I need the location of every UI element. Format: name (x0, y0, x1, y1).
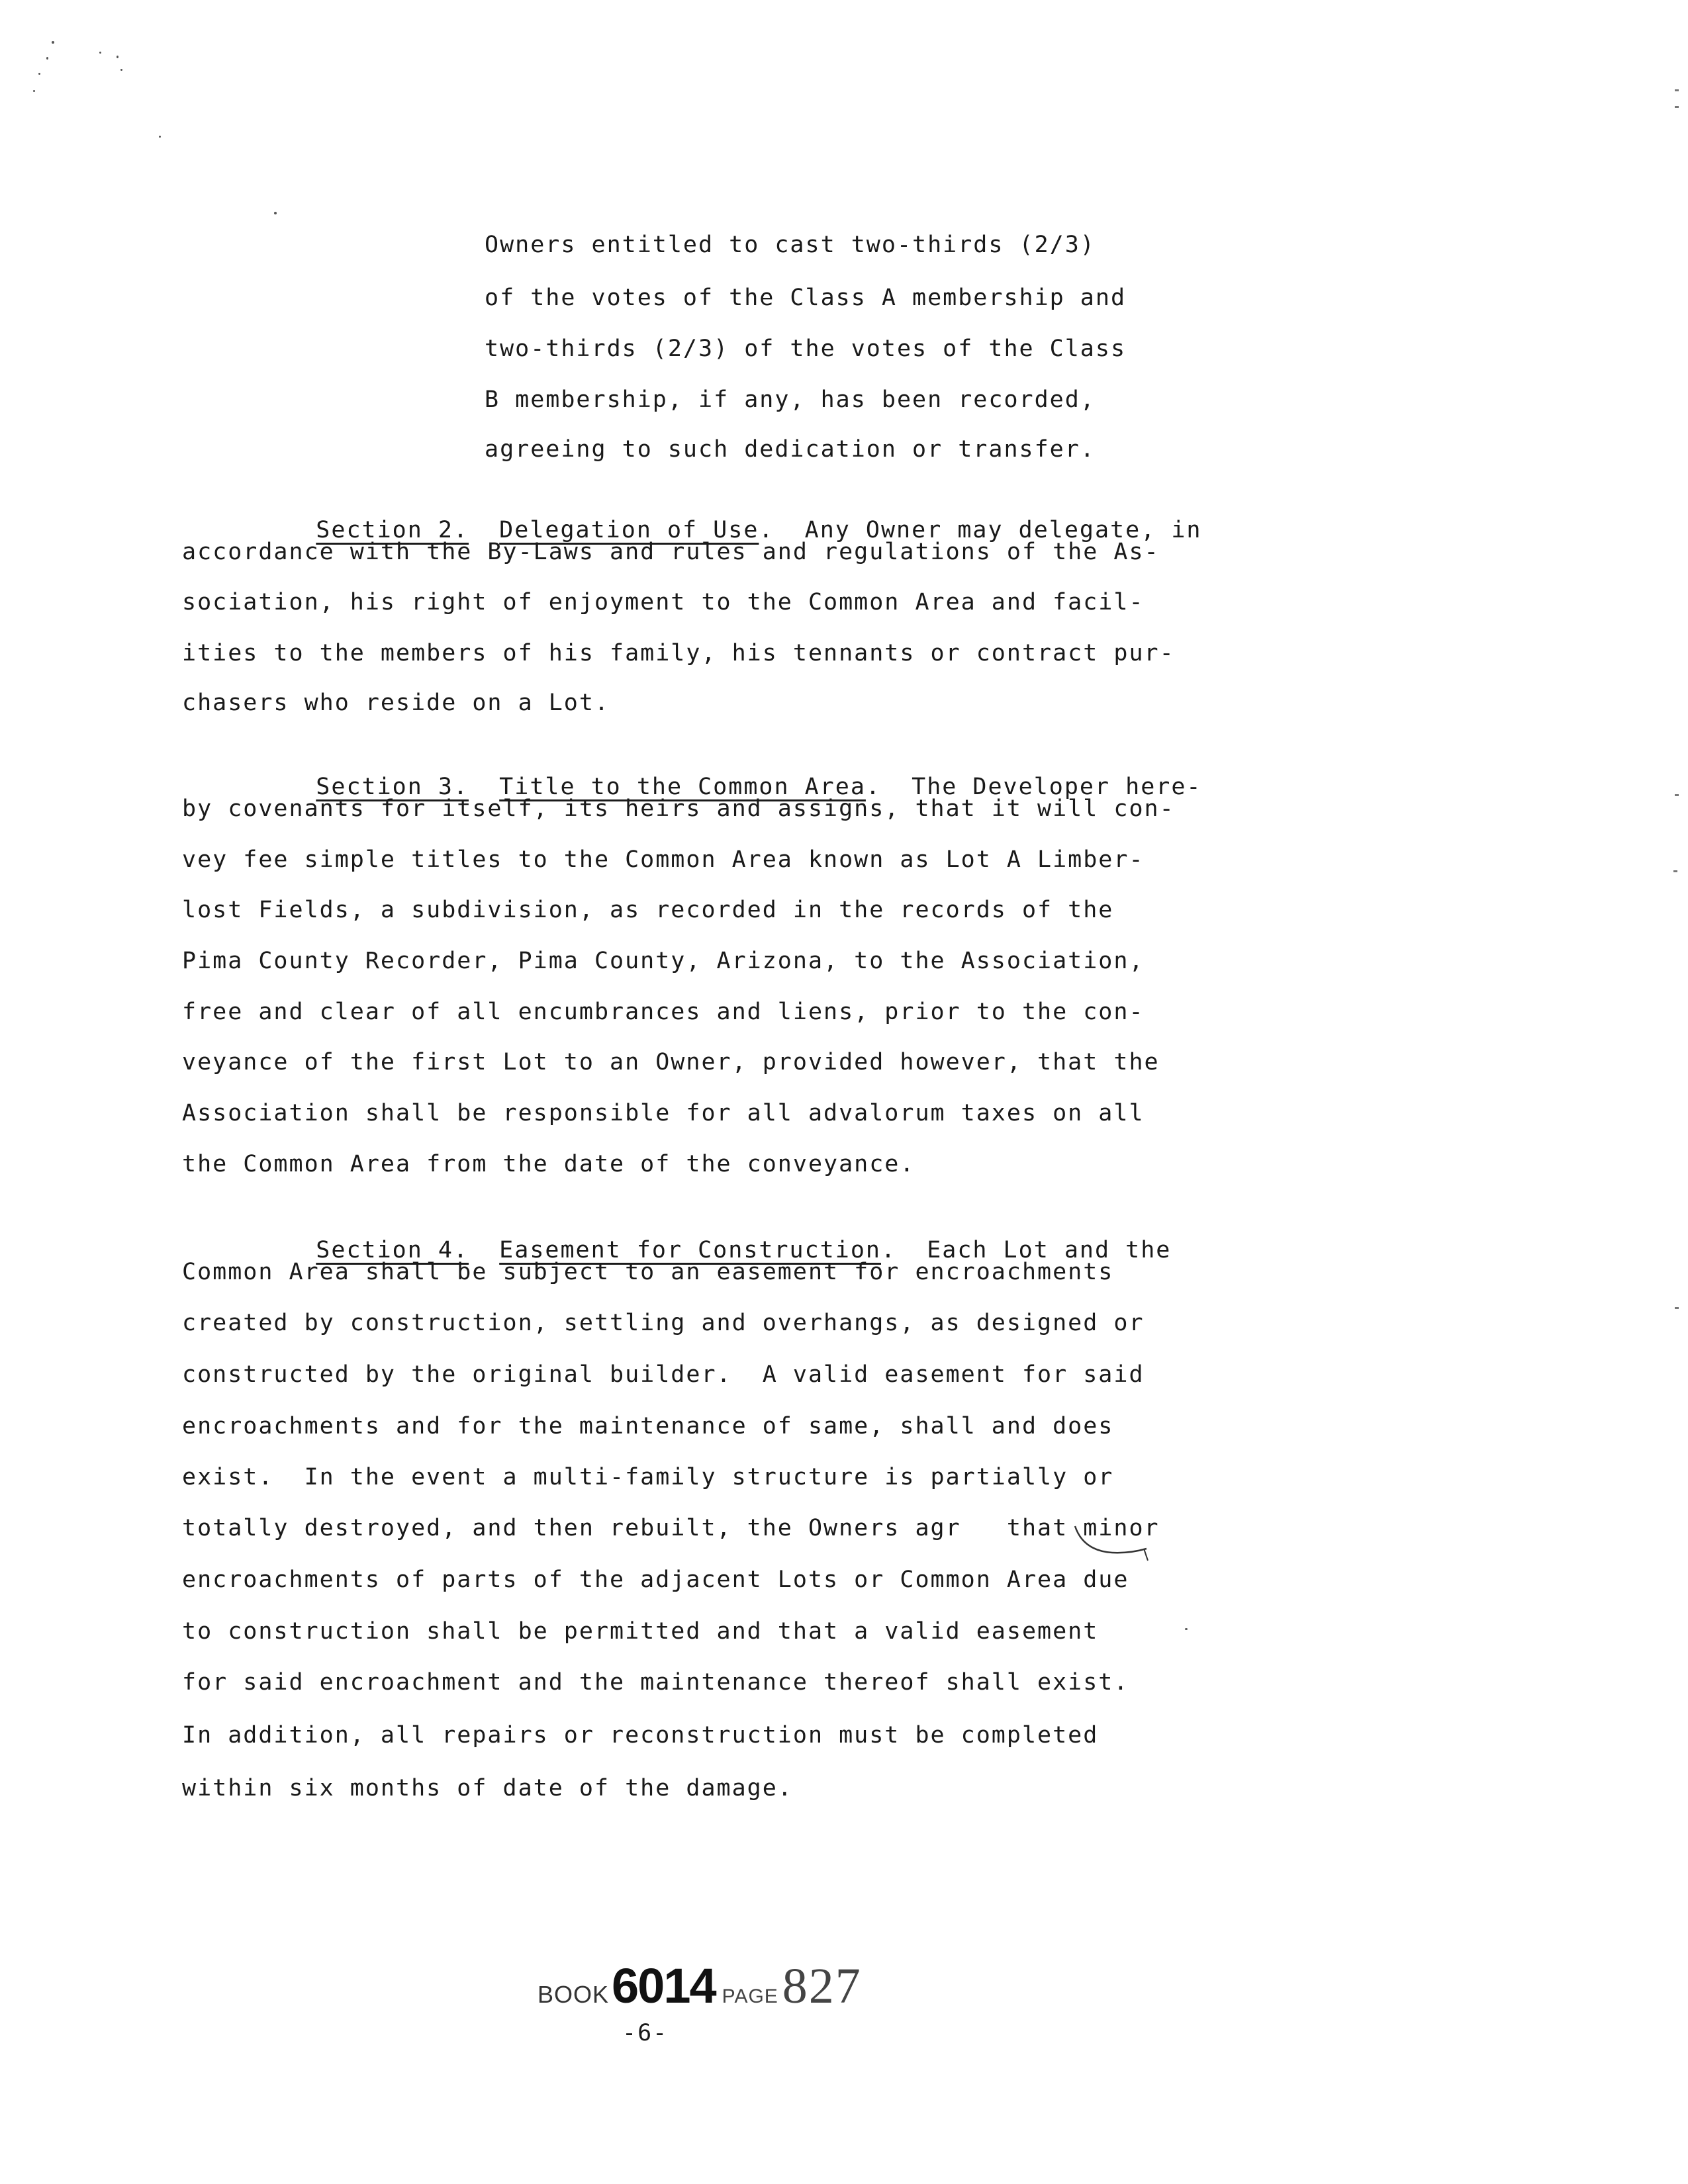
section-label: Section 3. (316, 774, 469, 800)
scan-speck (117, 56, 118, 58)
body-text-line: B membership, if any, has been recorded, (485, 387, 1096, 413)
body-text-line: within six months of date of the damage. (182, 1775, 793, 1801)
scan-speck (120, 69, 122, 71)
scan-speck (33, 90, 35, 92)
scan-speck (1185, 1628, 1188, 1630)
body-text-line: by covenants for itself, its heirs and assigns, that it will con- (182, 796, 1175, 822)
body-text-line: lost Fields, a subdivision, as recorded in the records of the (182, 897, 1114, 923)
scan-speck (52, 41, 54, 44)
body-text-line: encroachments and for the maintenance of same, shall and does (182, 1413, 1114, 1439)
body-text-line: encroachments of parts of the adjacent Lots or Common Area due (182, 1567, 1129, 1593)
body-text-line: Pima County Recorder, Pima County, Arizona, to the Association, (182, 948, 1145, 974)
section-title: Easement for Construction (499, 1237, 881, 1263)
body-text: Any Owner may delegate, in (804, 517, 1202, 543)
handwritten-correction-mark (1072, 1522, 1152, 1569)
body-text-line: ities to the members of his family, his tennants or contract pur- (182, 640, 1175, 666)
scan-edge-mark (1673, 870, 1677, 872)
scan-edge-mark (1675, 1307, 1679, 1309)
body-text-line: Association shall be responsible for all advalorum taxes on all (182, 1100, 1145, 1126)
body-text-line: exist. In the event a multi-family structure is partially or (182, 1464, 1114, 1490)
body-text-line: chasers who reside on a Lot. (182, 690, 610, 716)
body-text-line: created by construction, settling and overhangs, as designed or (182, 1310, 1145, 1336)
section-title: Title to the Common Area (499, 774, 866, 800)
body-text-line: agreeing to such dedication or transfer. (485, 436, 1096, 463)
scan-speck (46, 57, 48, 60)
body-text-line: the Common Area from the date of the conveyance. (182, 1151, 915, 1177)
body-text: The Developer here- (912, 774, 1202, 800)
section-heading-line: Section 3. Title to the Common Area. The Developer here- (316, 774, 1202, 800)
stamp-page-label: PAGE (722, 1985, 778, 2007)
body-text-line: constructed by the original builder. A valid easement for said (182, 1361, 1145, 1388)
section-label: Section 2. (316, 517, 469, 543)
body-text: Each Lot and the (927, 1237, 1172, 1263)
scan-edge-mark (1675, 89, 1679, 91)
section-heading-line: Section 4. Easement for Construction. Each Lot and the (316, 1237, 1172, 1263)
scan-edge-mark (1675, 106, 1679, 108)
section-label: Section 4. (316, 1237, 469, 1263)
stamp-book-label: BOOK (538, 1981, 610, 2008)
scan-speck (99, 52, 101, 54)
stamp-page-number: 827 (782, 1958, 862, 2014)
scan-speck (274, 212, 277, 214)
body-text-line: to construction shall be permitted and that a valid easement (182, 1618, 1099, 1645)
body-text-line: free and clear of all encumbrances and liens, prior to the con- (182, 999, 1145, 1025)
scan-edge-mark (1675, 794, 1679, 796)
body-text-line: two-thirds (2/3) of the votes of the Class (485, 336, 1127, 362)
body-text-line: sociation, his right of enjoyment to the Common Area and facil- (182, 589, 1145, 615)
stamp-book-number: 6014 (612, 1958, 716, 2013)
section-title: Delegation of Use (499, 517, 759, 543)
body-text-line: vey fee simple titles to the Common Area known as Lot A Limber- (182, 846, 1145, 873)
scan-speck (159, 136, 161, 138)
body-text-line: for said encroachment and the maintenance thereof shall exist. (182, 1669, 1129, 1696)
body-text-line: Common Area shall be subject to an easement for encroachments (182, 1259, 1114, 1285)
body-text-line: accordance with the By-Laws and rules and regulations of the As- (182, 539, 1160, 565)
page-number: -6- (622, 2020, 669, 2046)
body-text-line: totally destroyed, and then rebuilt, the Owners agr that minor (182, 1515, 1160, 1541)
body-text-line: of the votes of the Class A membership and (485, 285, 1127, 311)
section-heading-line: Section 2. Delegation of Use. Any Owner may delegate, in (316, 517, 1202, 543)
recording-stamp (538, 1958, 862, 2017)
scan-speck (38, 73, 40, 75)
body-text-line: Owners entitled to cast two-thirds (2/3) (485, 232, 1096, 258)
body-text-line: veyance of the first Lot to an Owner, provided however, that the (182, 1049, 1160, 1075)
body-text-line: In addition, all repairs or reconstruction must be completed (182, 1722, 1099, 1749)
